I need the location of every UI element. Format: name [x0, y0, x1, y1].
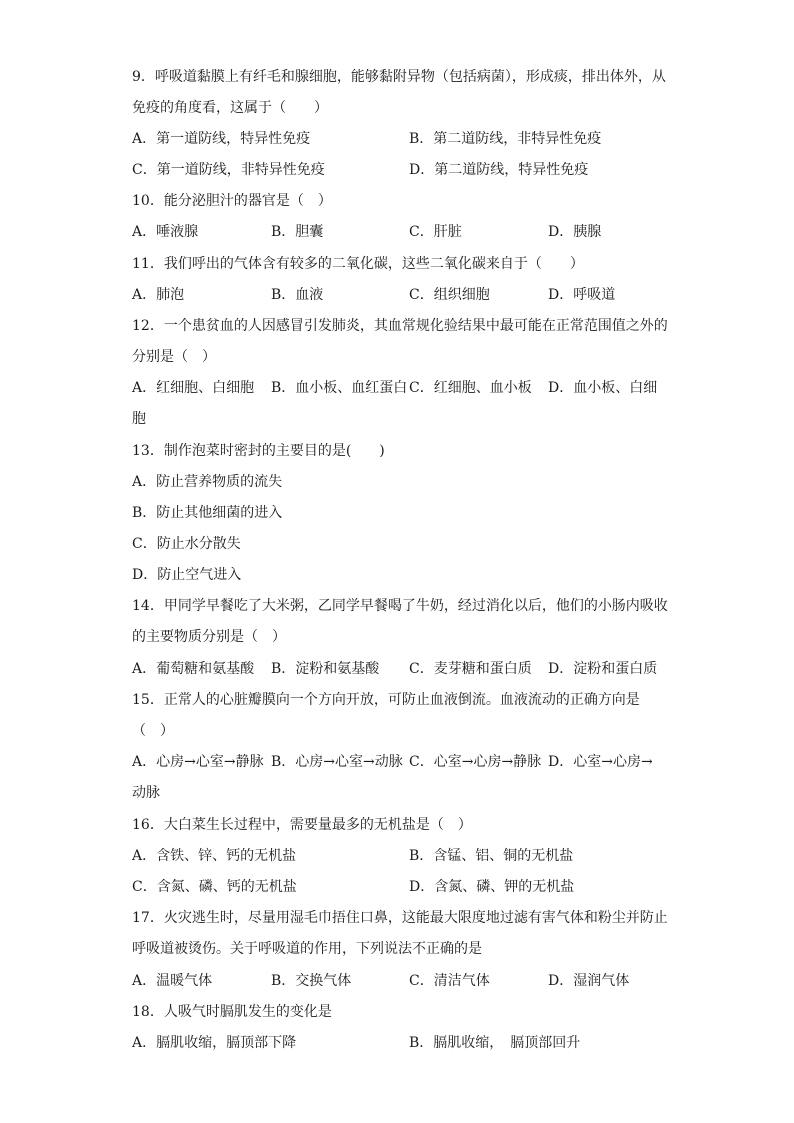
question-11-options	[132, 285, 672, 305]
question-9-options-row-1	[132, 129, 672, 149]
question-12-option-a[interactable]: A．红细胞、白细胞	[132, 380, 255, 396]
question-14-option-b[interactable]: B．淀粉和氨基酸	[271, 661, 380, 677]
question-15-option-d[interactable]: D．心室→心房→	[548, 754, 653, 770]
question-17-option-a[interactable]: A．温暖气体	[132, 973, 213, 989]
question-11-option-a[interactable]: A．肺泡	[132, 287, 185, 303]
question-15-option-b[interactable]: B．心房→心室→动脉	[271, 754, 403, 770]
question-12-options	[132, 378, 672, 398]
question-16-options-row-1	[132, 846, 672, 866]
question-10-options	[132, 222, 672, 242]
question-15-option-a[interactable]: A．心房→心室→静脉	[132, 754, 264, 770]
question-12-option-d-continued: 胞	[132, 411, 146, 427]
question-14-option-a[interactable]: A．葡萄糖和氨基酸	[132, 661, 255, 677]
question-18-options	[132, 1033, 672, 1053]
question-9-stem-line-2: 免疫的角度看，这属于（ ）	[132, 100, 328, 116]
question-9-option-d[interactable]: D．第二道防线，特异性免疫	[409, 162, 589, 178]
question-13-stem: 13．制作泡菜时密封的主要目的是( )	[132, 443, 385, 459]
question-14-options	[132, 659, 672, 679]
question-9-options-row-2	[132, 160, 672, 180]
question-17-option-b[interactable]: B．交换气体	[271, 973, 352, 989]
question-13-option-c[interactable]: C．防止水分散失	[132, 536, 241, 552]
question-10-option-a[interactable]: A．唾液腺	[132, 224, 199, 240]
question-9-option-b[interactable]: B．第二道防线，非特异性免疫	[409, 131, 602, 147]
question-9-option-c[interactable]: C．第一道防线，非特异性免疫	[132, 162, 325, 178]
question-15-option-c[interactable]: C．心室→心房→静脉	[409, 754, 542, 770]
question-11-stem: 11．我们呼出的气体含有较多的二氧化碳，这些二氧化碳来自于（ ）	[132, 256, 584, 272]
question-11-option-d[interactable]: D．呼吸道	[548, 287, 616, 303]
question-16-option-d[interactable]: D．含氮、磷、钾的无机盐	[409, 879, 575, 895]
question-10-option-b[interactable]: B．胆囊	[271, 224, 324, 240]
question-14-stem-line-2: 的主要物质分别是（ ）	[132, 629, 286, 645]
question-17-stem-line-1: 17．火灾逃生时，尽量用湿毛巾捂住口鼻，这能最大限度地过滤有害气体和粉尘并防止	[132, 910, 668, 926]
question-14-option-c[interactable]: C．麦芽糖和蛋白质	[409, 661, 532, 677]
question-11-option-b[interactable]: B．血液	[271, 287, 324, 303]
question-16-option-c[interactable]: C．含氮、磷、钙的无机盐	[132, 879, 297, 895]
question-14-option-d[interactable]: D．淀粉和蛋白质	[548, 661, 658, 677]
question-16-stem: 16．大白菜生长过程中，需要量最多的无机盐是（ ）	[132, 817, 472, 833]
question-16-options-row-2	[132, 877, 672, 897]
question-13-option-d[interactable]: D．防止空气进入	[132, 567, 242, 583]
question-10-option-c[interactable]: C．肝脏	[409, 224, 462, 240]
question-12-stem-line-2: 分别是（ ）	[132, 349, 216, 365]
question-17-option-d[interactable]: D．湿润气体	[548, 973, 630, 989]
question-9-option-a[interactable]: A．第一道防线，特异性免疫	[132, 131, 311, 147]
question-15-stem-line-1: 15．正常人的心脏瓣膜向一个方向开放，可防止血液倒流。血液流动的正确方向是	[132, 692, 640, 708]
question-11-option-c[interactable]: C．组织细胞	[409, 287, 490, 303]
question-12-option-b[interactable]: B．血小板、血红蛋白	[271, 380, 408, 396]
question-15-stem-line-2: （ ）	[132, 723, 174, 739]
question-18-option-a[interactable]: A．膈肌收缩，膈顶部下降	[132, 1035, 297, 1051]
question-12-stem-line-1: 12．一个患贫血的人因感冒引发肺炎，其血常规化验结果中最可能在正常范围值之外的	[132, 318, 668, 334]
question-9-stem-line-1: 9．呼吸道黏膜上有纤毛和腺细胞，能够黏附异物（包括病菌），形成痰，排出体外，从	[132, 69, 666, 85]
question-18-option-b[interactable]: B．膈肌收缩， 膈顶部回升	[409, 1035, 581, 1051]
question-16-option-b[interactable]: B．含锰、铝、铜的无机盐	[409, 848, 574, 864]
question-17-options	[132, 971, 672, 991]
question-15-options	[132, 752, 672, 772]
question-13-option-a[interactable]: A．防止营养物质的流失	[132, 474, 283, 490]
question-17-stem-line-2: 呼吸道被烫伤。关于呼吸道的作用，下列说法不正确的是	[132, 941, 482, 957]
question-13-option-b[interactable]: B．防止其他细菌的进入	[132, 505, 283, 521]
question-18-stem: 18．人吸气时膈肌发生的变化是	[132, 1004, 332, 1020]
question-12-option-d[interactable]: D．血小板、白细	[548, 380, 658, 396]
question-16-option-a[interactable]: A．含铁、锌、钙的无机盐	[132, 848, 297, 864]
question-12-option-c[interactable]: C．红细胞、血小板	[409, 380, 532, 396]
question-17-option-c[interactable]: C．清洁气体	[409, 973, 490, 989]
question-14-stem-line-1: 14．甲同学早餐吃了大米粥，乙同学早餐喝了牛奶，经过消化以后，他们的小肠内吸收	[132, 598, 668, 614]
question-15-option-d-continued: 动脉	[132, 785, 160, 801]
question-10-stem: 10．能分泌胆汁的器官是（ ）	[132, 193, 332, 209]
question-10-option-d[interactable]: D．胰腺	[548, 224, 602, 240]
